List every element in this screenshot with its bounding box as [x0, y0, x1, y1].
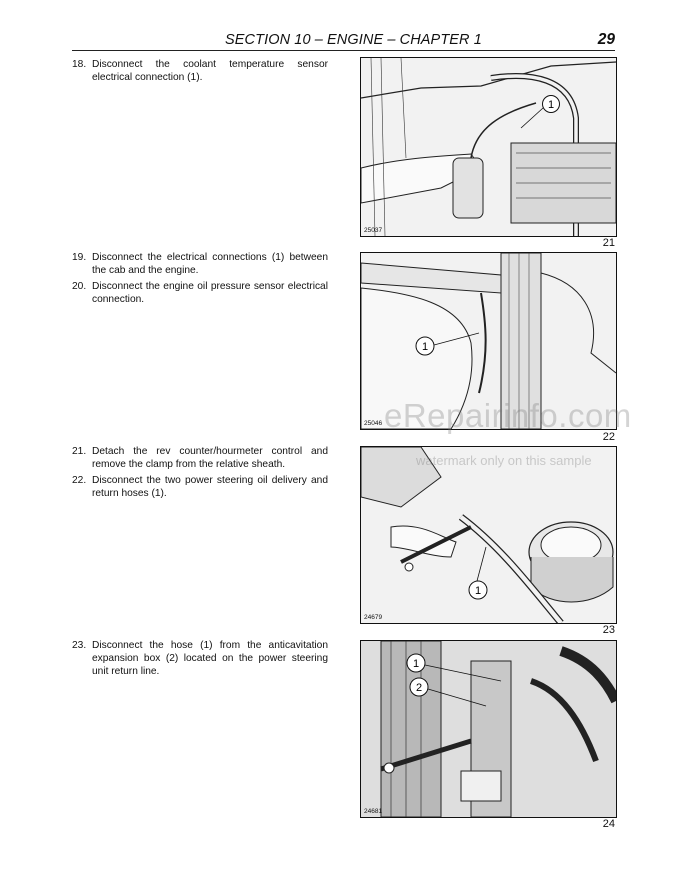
step-text: Disconnect the two power steering oil delivery and return hoses (1).: [92, 475, 328, 499]
callout-2: 2: [415, 682, 423, 694]
page-number: 29: [597, 31, 615, 48]
step-number: 19.: [72, 252, 87, 263]
watermark: eRepairinfo.com: [384, 397, 632, 434]
step-22: [72, 474, 328, 500]
step-23: [72, 639, 328, 678]
step-20: [72, 280, 328, 306]
callout-1: 1: [412, 658, 420, 670]
step-text: Disconnect the coolant temperature sensor electrical connection (1).: [92, 59, 328, 83]
step-19: [72, 251, 328, 277]
step-number: 21.: [72, 446, 87, 457]
figure-number: 21: [602, 237, 615, 249]
callout-1: 1: [547, 99, 555, 111]
step-text: Disconnect the engine oil pressure sensor electrical connection.: [92, 281, 328, 305]
figure-number: 24: [602, 818, 615, 830]
engine-sensor-drawing: [361, 58, 616, 236]
step-text: Disconnect the electrical connections (1) between the cab and the engine.: [92, 252, 328, 276]
figure-code: 25046: [364, 420, 383, 427]
section-title: SECTION 10 – ENGINE – CHAPTER 1: [225, 32, 482, 48]
figure-21-illustration: [360, 57, 617, 237]
step-21: [72, 445, 328, 471]
step-number: 18.: [72, 59, 87, 70]
step-text: Disconnect the hose (1) from the anticavitation expansion box (2) located on the power steering unit return line.: [92, 640, 328, 677]
expansion-box-drawing: [361, 641, 616, 817]
header-divider: [72, 50, 615, 51]
figure-23-illustration: [360, 446, 617, 624]
step-number: 23.: [72, 640, 87, 651]
step-text: Detach the rev counter/hourmeter control and remove the clamp from the relative sheath.: [92, 446, 328, 470]
callout-1: 1: [421, 341, 429, 353]
callout-1: 1: [474, 585, 482, 597]
figure-code: 24681: [364, 808, 383, 815]
figure-code: 25037: [364, 227, 383, 234]
figure-code: 24679: [364, 614, 383, 621]
figure-number: 22: [602, 431, 615, 443]
step-18: [72, 58, 328, 84]
figure-24-illustration: [360, 640, 617, 818]
watermark-subtext: watermark only on this sample: [416, 453, 592, 468]
step-number: 20.: [72, 281, 87, 292]
figure-number: 23: [602, 624, 615, 636]
power-steering-hoses-drawing: [361, 447, 616, 623]
step-number: 22.: [72, 475, 87, 486]
